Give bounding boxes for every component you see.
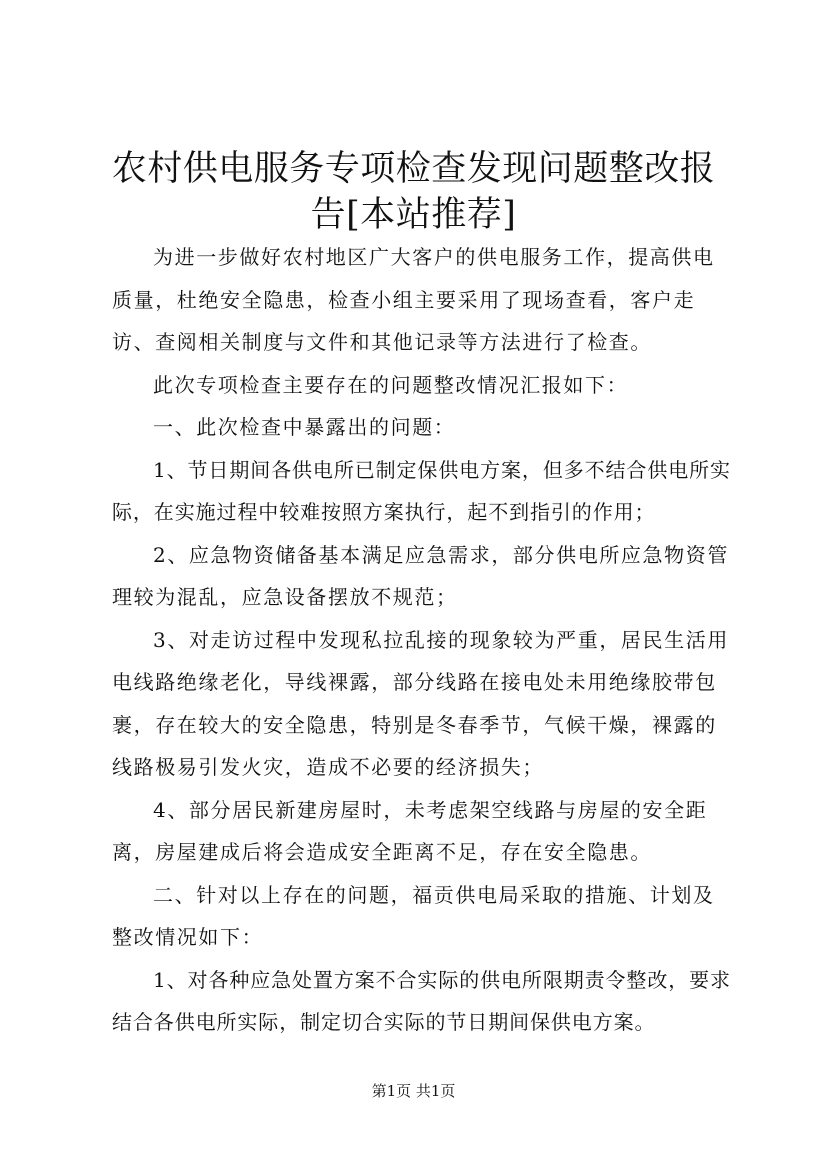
problem-item-2: 2、应急物资储备基本满足应急需求，部分供电所应急物资管理较为混乱，应急设备摆放不规范； xyxy=(112,542,729,609)
paragraph-summary-lead: 此次专项检查主要存在的问题整改情况汇报如下： xyxy=(153,372,629,397)
measure-item-1: 1、对各种应急处置方案不合实际的供电所限期责令整改，要求结合各供电所实际，制定切合实际的节日期间保供电方案。 xyxy=(112,967,731,1034)
page-number-label: 第1页 共1页 xyxy=(371,1082,456,1100)
section-heading-problems: 一、此次检查中暴露出的问题： xyxy=(153,415,456,439)
problem-item-3: 3、对走访过程中发现私拉乱接的现象较为严重，居民生活用电线路绝缘老化，导线裸露，部分线路在接电处未用绝缘胶带包裹，存在较大的安全隐患，特别是冬春季节，气候干燥，裸露的线路极易引发火灾，造成不必要的经济损失； xyxy=(112,627,729,779)
problem-item-4: 4、部分居民新建房屋时，未考虑架空线路与房屋的安全距离，房屋建成后将会造成安全距离不足，存在安全隐患。 xyxy=(112,797,708,864)
page-footer xyxy=(0,1081,827,1101)
problem-item-1: 1、节日期间各供电所已制定保供电方案，但多不结合供电所实际，在实施过程中较难按照方案执行，起不到指引的作用； xyxy=(112,457,731,524)
section-heading-measures: 二、针对以上存在的问题，福贡供电局采取的措施、计划及整改情况如下： xyxy=(112,882,715,949)
document-title: 农村供电服务专项检查发现问题整改报告[本站推荐] xyxy=(111,149,716,235)
paragraph-intro: 为进一步做好农村地区广大客户的供电服务工作，提高供电质量，杜绝安全隐患，检查小组主要采用了现场查看，客户走访、查阅相关制度与文件和其他记录等方法进行了检查。 xyxy=(112,245,715,354)
document-body xyxy=(112,236,734,1044)
